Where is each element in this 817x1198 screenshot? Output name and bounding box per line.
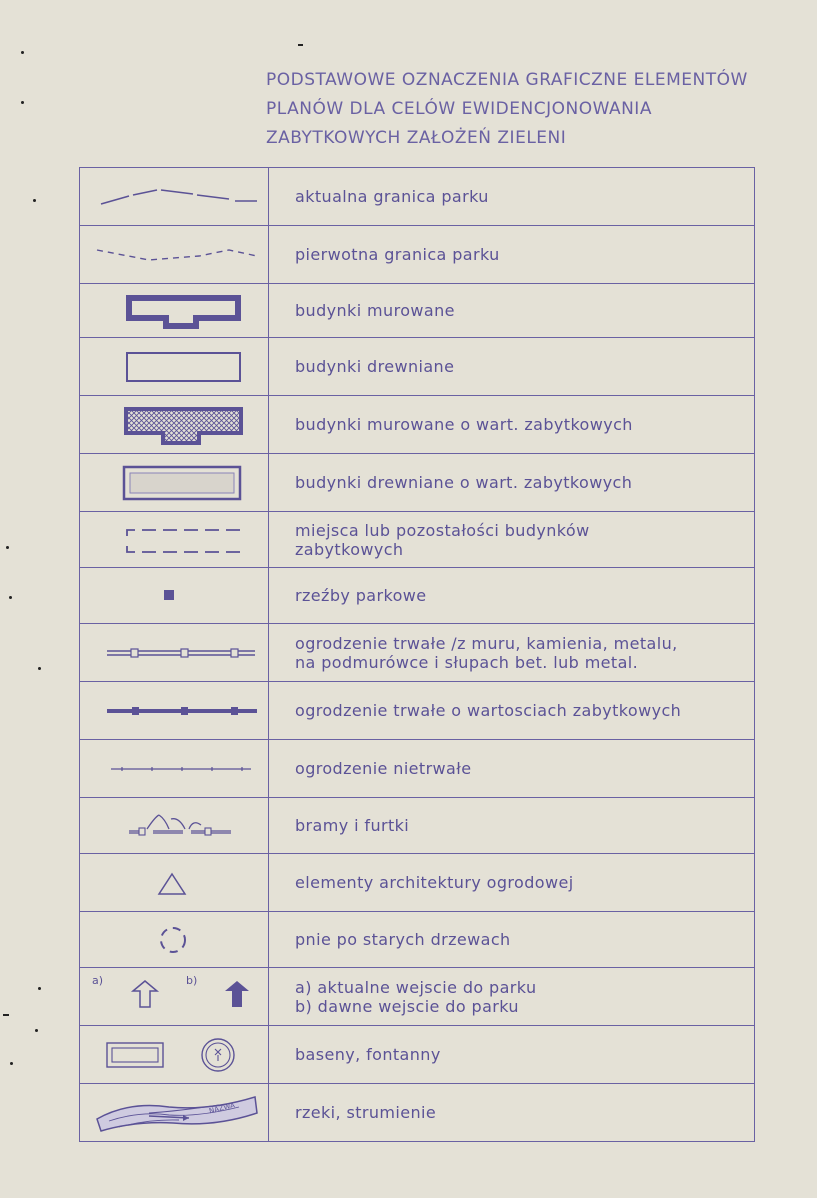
legend-description: aktualna granica parku <box>269 168 755 226</box>
legend-description: budynki drewniane <box>269 338 755 396</box>
legend-row <box>80 568 755 624</box>
legend-row <box>80 396 755 454</box>
legend-description: budynki murowane <box>269 284 755 338</box>
entrance-label-b: b) <box>186 974 198 987</box>
river-icon <box>89 1091 259 1135</box>
building-remains-icon <box>89 520 259 560</box>
legend-symbol-cell <box>80 284 269 338</box>
legend-symbol-cell <box>80 226 269 284</box>
legend-row <box>80 168 755 226</box>
pool-fountain-icon <box>89 1035 259 1075</box>
gate-icon <box>89 809 259 843</box>
scan-speck <box>38 667 41 670</box>
legend-description: elementy architektury ogrodowej <box>269 854 755 912</box>
legend-description: pnie po starych drzewach <box>269 912 755 968</box>
legend-row <box>80 854 755 912</box>
legend-row <box>80 338 755 396</box>
sculpture-icon <box>89 584 259 608</box>
legend-description: bramy i furtki <box>269 798 755 854</box>
scan-speck <box>33 199 36 202</box>
river-name-label: NAZWA <box>208 1100 236 1115</box>
legend-symbol-cell <box>80 682 269 740</box>
legend-symbol-cell <box>80 396 269 454</box>
legend-description: budynki murowane o wart. zabytkowych <box>269 396 755 454</box>
legend-description: miejsca lub pozostałości budynków zabytkowych <box>269 512 755 568</box>
document-title <box>266 66 748 153</box>
legend-symbol-cell <box>80 624 269 682</box>
historic-fence-icon <box>89 699 259 723</box>
scan-speck <box>21 51 24 54</box>
entrance-arrows-icon <box>89 977 259 1017</box>
legend-description: ogrodzenie nietrwałe <box>269 740 755 798</box>
title-line-1: PODSTAWOWE OZNACZENIA GRAFICZNE ELEMENTÓW <box>266 70 748 90</box>
legend-description: rzeki, strumienie <box>269 1084 755 1142</box>
legend-symbol-cell <box>80 568 269 624</box>
legend-row <box>80 512 755 568</box>
scan-speck <box>21 101 24 104</box>
wooden-building-icon <box>89 347 259 387</box>
scan-speck <box>10 1062 13 1065</box>
legend-symbol-cell <box>80 968 269 1026</box>
legend-symbol-cell <box>80 740 269 798</box>
legend-symbol-cell <box>80 168 269 226</box>
legend-row <box>80 740 755 798</box>
temporary-fence-icon <box>89 757 259 781</box>
legend-row <box>80 682 755 740</box>
legend-description: budynki drewniane o wart. zabytkowych <box>269 454 755 512</box>
legend-row <box>80 798 755 854</box>
masonry-building-icon <box>89 289 259 333</box>
legend-description: ogrodzenie trwałe o wartosciach zabytkowych <box>269 682 755 740</box>
scan-speck <box>298 44 303 46</box>
legend-row <box>80 284 755 338</box>
legend-description: rzeźby parkowe <box>269 568 755 624</box>
entrance-label-a: a) <box>92 974 104 987</box>
legend-description: pierwotna granica parku <box>269 226 755 284</box>
legend-row <box>80 1026 755 1084</box>
legend-row <box>80 226 755 284</box>
legend-row <box>80 624 755 682</box>
triangle-icon <box>89 868 259 898</box>
legend-symbol-cell <box>80 454 269 512</box>
legend-symbol-cell <box>80 912 269 968</box>
scan-speck <box>38 987 41 990</box>
legend-row <box>80 912 755 968</box>
dashed-boundary-icon <box>89 240 259 270</box>
scan-speck <box>9 596 12 599</box>
legend-description: ogrodzenie trwałe /z muru, kamienia, metalu, na podmurówce i słupach bet. lub metal. <box>269 624 755 682</box>
legend-row <box>80 454 755 512</box>
legend-table <box>79 167 755 1142</box>
scan-speck <box>6 546 9 549</box>
legend-row <box>80 1084 755 1142</box>
legend-description: a) aktualne wejscie do parku b) dawne wejscie do parku <box>269 968 755 1026</box>
legend-symbol-cell <box>80 512 269 568</box>
legend-symbol-cell <box>80 338 269 396</box>
legend-symbol-cell <box>80 1026 269 1084</box>
legend-symbol-cell <box>80 854 269 912</box>
permanent-fence-icon <box>89 641 259 665</box>
legend-description: baseny, fontanny <box>269 1026 755 1084</box>
dashed-circle-icon <box>89 923 259 957</box>
title-line-3: ZABYTKOWYCH ZAŁOŻEŃ ZIELENI <box>266 128 567 148</box>
scan-speck <box>35 1029 38 1032</box>
legend-symbol-cell <box>80 798 269 854</box>
title-line-2: PLANÓW DLA CELÓW EWIDENCJONOWANIA <box>266 99 652 119</box>
legend-row <box>80 968 755 1026</box>
legend-symbol-cell <box>80 1084 269 1142</box>
scan-speck <box>3 1014 9 1016</box>
historic-masonry-building-icon <box>89 403 259 447</box>
historic-wooden-building-icon <box>89 463 259 503</box>
solid-dash-boundary-icon <box>89 182 259 212</box>
